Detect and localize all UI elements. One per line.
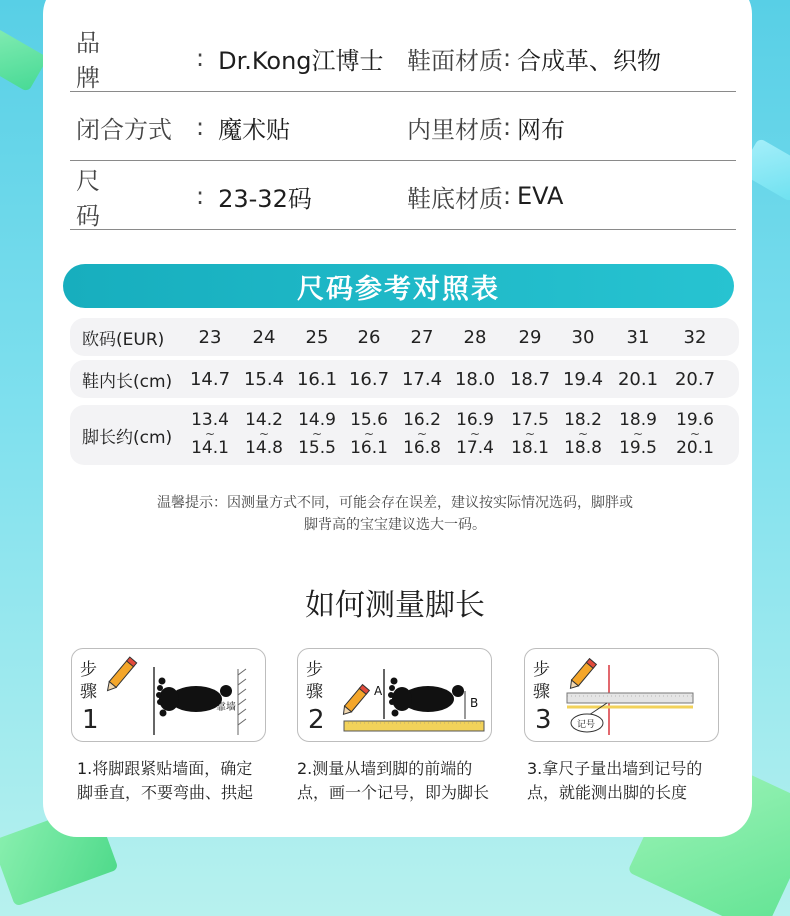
row-label: 欧码(EUR) [82,329,165,350]
tip-line: 温馨提示：因测量方式不同，可能会存在误差，建议按实际情况选码，脚胖或 [157,495,633,511]
size-cell: 29 [518,326,542,348]
ruler-icon [344,721,484,731]
wall-tag: 靠墙 [216,702,236,713]
size-cell: 18.0 [454,368,496,390]
spec-value [196,24,384,92]
ruler-icon [567,693,693,707]
size-cell [667,405,723,465]
spec-label-text: 鞋底材质 [407,184,503,213]
spec-value-text: 合成革、织物 [517,46,661,75]
foot-length-max: 19.5 [619,437,657,458]
spec-row [70,24,736,92]
foot-length-min: 17.5 [511,410,549,431]
foot-length-min: 14.2 [245,410,283,431]
spec-label-text: 鞋面材质 [407,46,503,75]
foot-length-max: 14.8 [245,437,283,458]
spec-value-text: 23-32码 [218,184,312,213]
step-desc-2 [297,757,502,805]
spec-label-text: 尺码 [76,167,146,230]
range-tilde: ~ [416,427,428,442]
spec-value-text: 魔术贴 [218,115,291,144]
colon: : [196,182,205,210]
size-row-eur [70,318,739,356]
foot-length-max: 18.1 [511,437,549,458]
step-card-1 [71,648,266,742]
spec-label-text: 内里材质 [407,115,503,144]
step-desc-line: 3.拿尺子量出墙到记号的 [527,759,703,778]
size-cell [394,405,450,465]
spec-label [407,24,517,92]
range-tilde: ~ [632,427,644,442]
foot-length-min: 18.2 [564,410,602,431]
colon: : [196,113,205,141]
mark-b: B [470,696,479,710]
size-row-foot-length [70,405,739,465]
spec-label [76,93,196,161]
range-tilde: ~ [524,427,536,442]
foot-against-wall-illustration [106,655,266,739]
colon: : [503,44,512,72]
pencil-icon [567,659,596,692]
row-label: 鞋内长(cm) [82,371,173,392]
size-cell [610,405,666,465]
range-tilde: ~ [363,427,375,442]
size-cell: 31 [626,326,650,348]
range-tilde: ~ [689,427,701,442]
step-desc-line: 脚垂直，不要弯曲、拱起 [77,783,254,802]
size-cell: 19.4 [562,368,604,390]
step-desc-line: 点，就能测出脚的长度 [527,783,688,802]
spec-label-text: 闭合方式 [76,115,172,144]
howto-title: 如何测量脚长 [305,588,485,623]
foot-length-max: 17.4 [456,437,494,458]
measure-foot-illustration [332,655,492,739]
range-tilde: ~ [469,427,481,442]
foot-length-max: 15.5 [298,437,336,458]
ruler-measure-illustration [559,655,719,739]
size-cell: 16.7 [348,368,390,390]
mark-a: A [374,684,383,698]
size-cell: 28 [463,326,487,348]
pencil-icon [106,657,137,693]
size-cell: 15.4 [243,368,285,390]
step-card-3 [524,648,719,742]
size-cell: 32 [683,326,707,348]
foot-length-min: 13.4 [191,410,229,431]
spec-value [517,24,661,92]
size-cell: 20.1 [617,368,659,390]
foot-length-max: 14.1 [191,437,229,458]
range-tilde: ~ [311,427,323,442]
spec-value-text: Dr.Kong江博士 [218,46,384,75]
size-cell [341,405,397,465]
foot-length-min: 15.6 [350,410,388,431]
mark-tag: 记号 [577,720,596,730]
range-tilde: ~ [577,427,589,442]
spec-value [517,162,563,230]
pencil-icon [340,685,369,718]
spec-value [196,93,290,161]
size-cell: 26 [357,326,381,348]
size-cell: 27 [410,326,434,348]
foot-length-min: 16.9 [456,410,494,431]
foot-length-max: 20.1 [676,437,714,458]
colon: : [503,182,512,210]
size-cell: 17.4 [401,368,443,390]
step-desc-line: 2.测量从墙到脚的前端的 [297,759,473,778]
colon: : [196,44,205,72]
size-cell [555,405,611,465]
step-label: 步骤 [80,660,97,702]
size-cell: 23 [198,326,222,348]
step-desc-line: 1.将脚跟紧贴墙面，确定 [77,759,253,778]
spec-value-text: 网布 [517,115,565,144]
size-cell [447,405,503,465]
size-cell [502,405,558,465]
foot-length-max: 18.8 [564,437,602,458]
spec-row [70,162,736,230]
spec-row [70,93,736,161]
spec-label [407,162,517,230]
tip-line: 脚背高的宝宝建议选大一码。 [304,517,486,533]
step-card-2 [297,648,492,742]
step-number: 1 [82,705,99,735]
spec-label [76,162,196,230]
step-desc-3 [527,757,732,805]
size-cell [182,405,238,465]
step-number: 3 [535,705,552,735]
spec-label [76,24,196,92]
foot-length-min: 16.2 [403,410,441,431]
spec-value [196,162,312,230]
size-cell [236,405,292,465]
size-row-inner-length [70,360,739,398]
size-cell: 25 [305,326,329,348]
row-label: 脚长约(cm) [82,427,173,448]
step-label: 步骤 [306,660,323,702]
step-number: 2 [308,705,325,735]
range-tilde: ~ [204,427,216,442]
size-cell: 14.7 [189,368,231,390]
step-desc-line: 点，画一个记号，即为脚长 [297,783,490,802]
spec-label-text: 品牌 [76,29,146,92]
size-table-title: 尺码参考对照表 [63,264,734,308]
foot-length-min: 14.9 [298,410,336,431]
foot-length-max: 16.1 [350,437,388,458]
decor-shape [0,28,48,93]
size-cell: 18.7 [509,368,551,390]
colon: : [503,113,512,141]
spec-value-text: EVA [517,182,564,210]
spec-label [407,93,517,161]
foot-length-min: 18.9 [619,410,657,431]
size-cell: 24 [252,326,276,348]
spec-value [517,93,565,161]
range-tilde: ~ [258,427,270,442]
foot-length-min: 19.6 [676,410,714,431]
size-cell [289,405,345,465]
footprint-icon [388,678,464,717]
step-desc-1 [77,757,282,805]
size-cell: 30 [571,326,595,348]
foot-length-max: 16.8 [403,437,441,458]
step-label: 步骤 [533,660,550,702]
size-cell: 20.7 [674,368,716,390]
size-cell: 16.1 [296,368,338,390]
